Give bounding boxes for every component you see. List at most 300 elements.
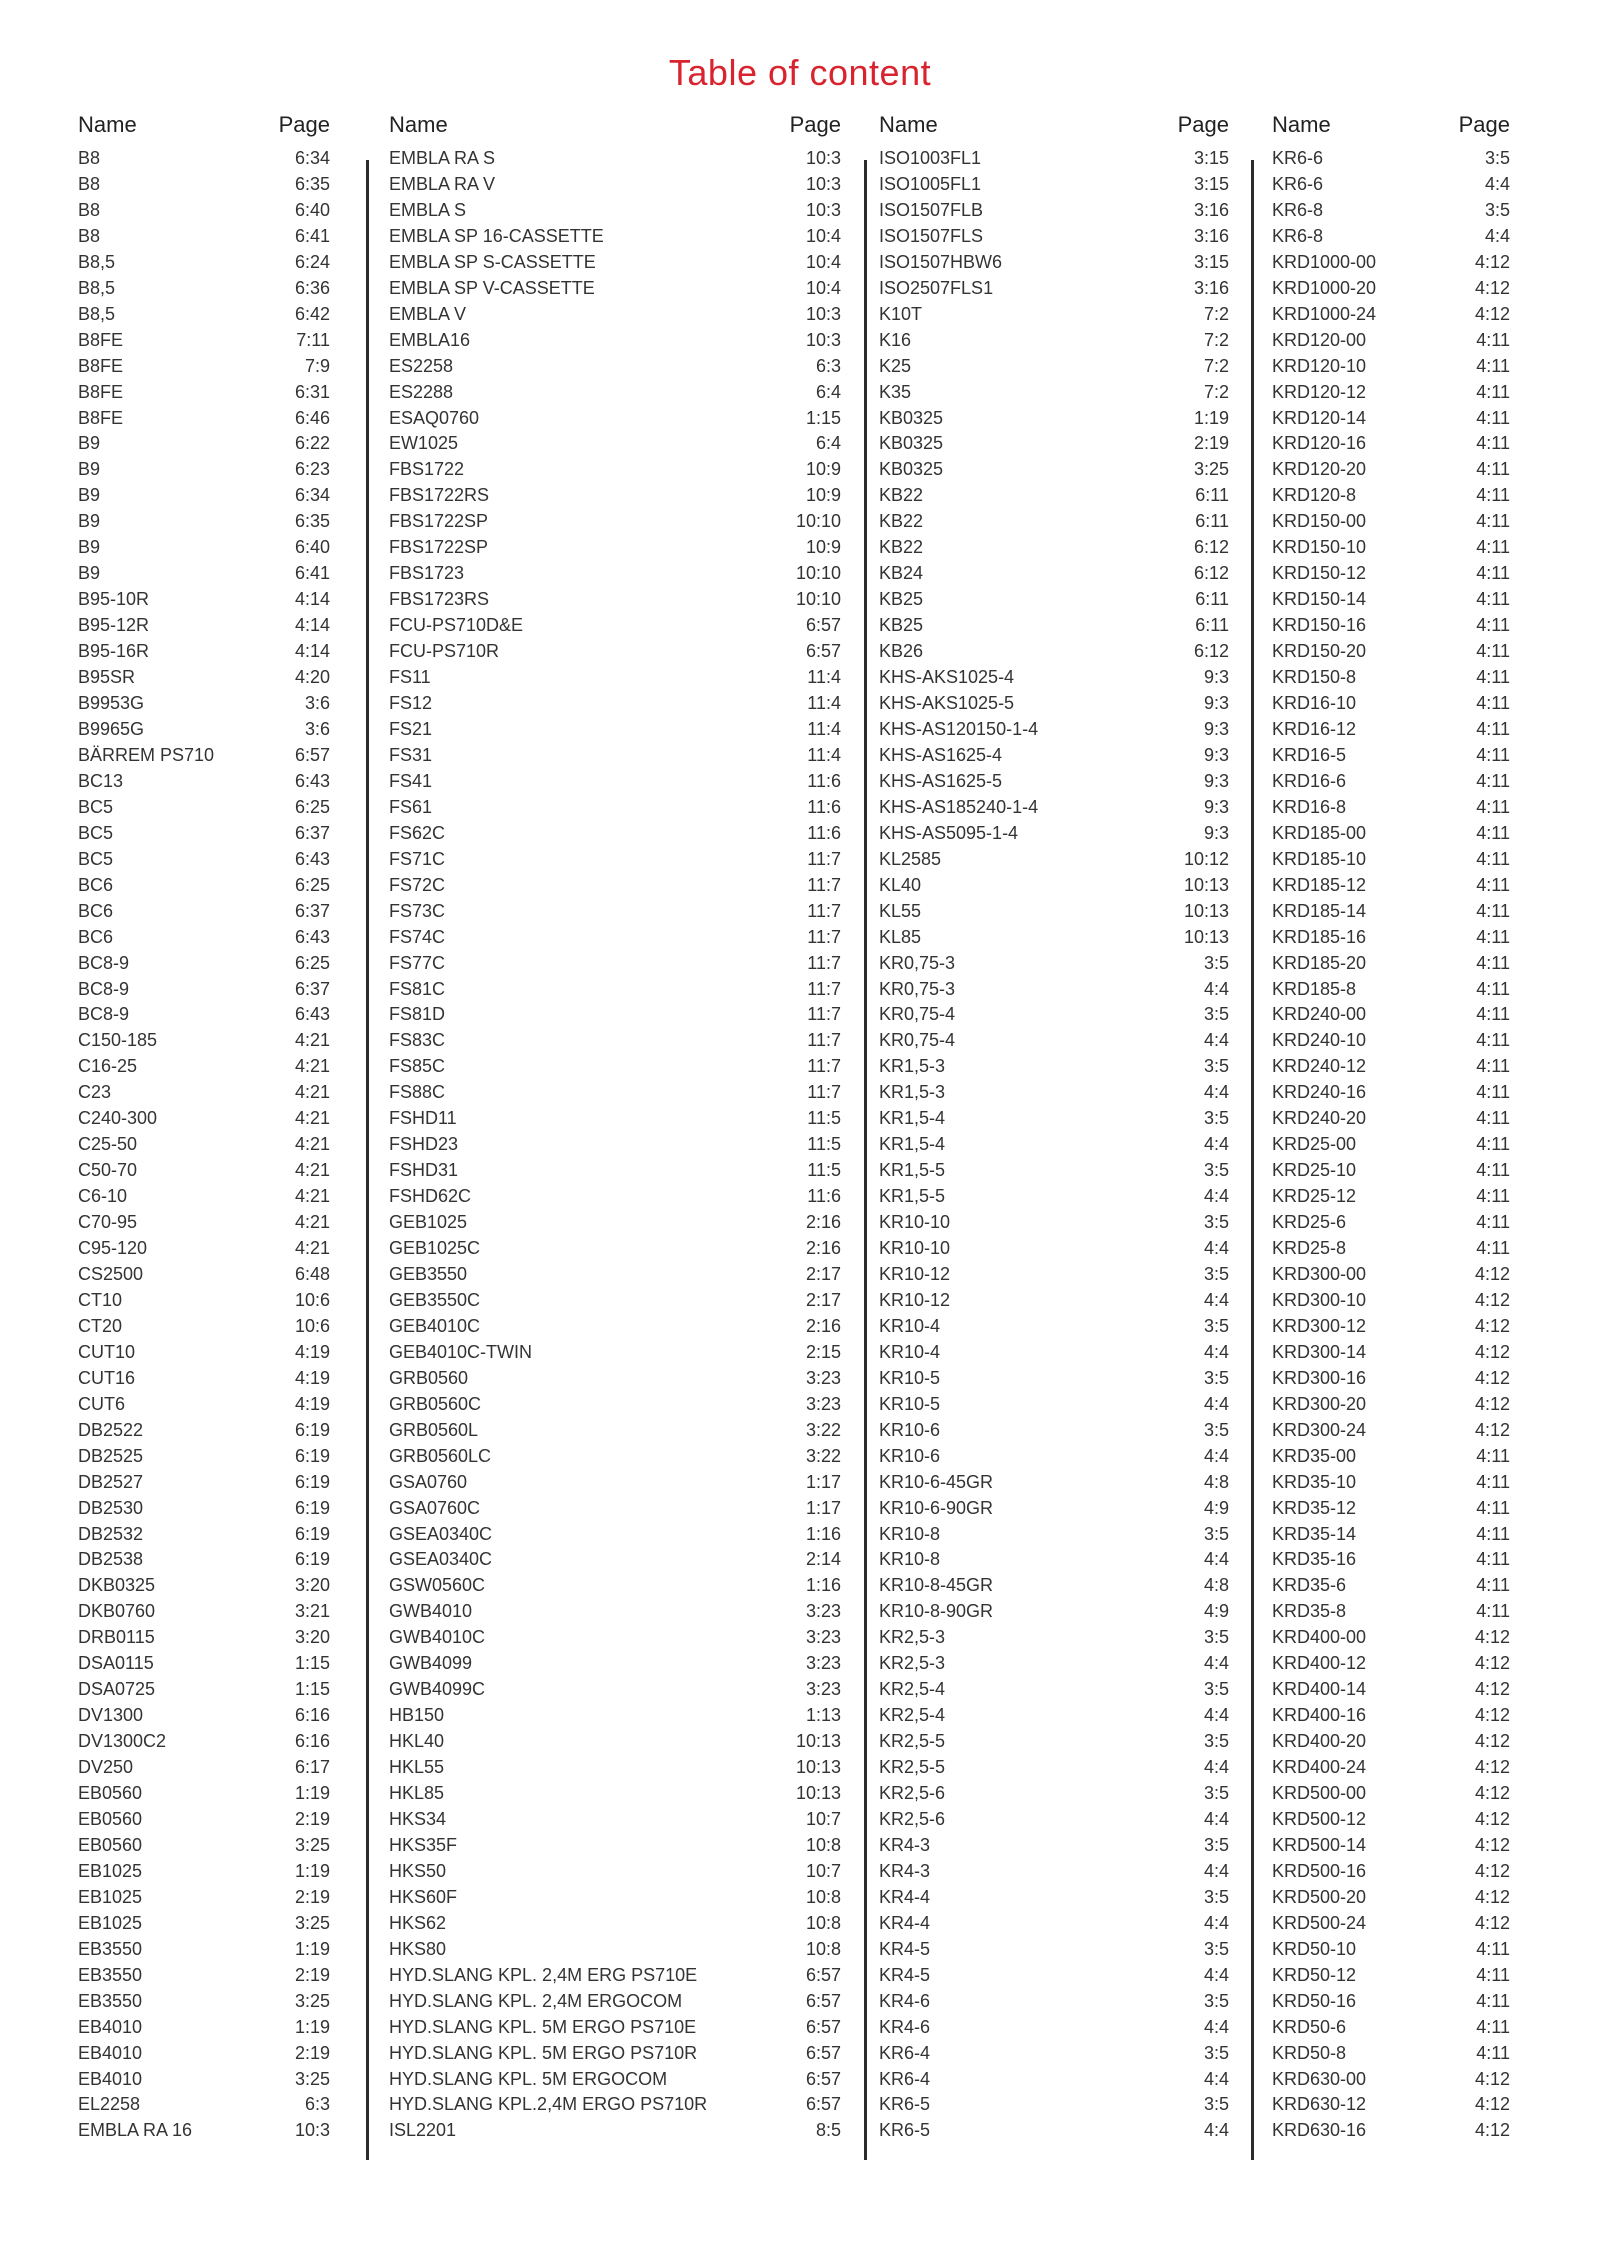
entry-page: 11:7 xyxy=(807,900,841,921)
entry-page: 10:6 xyxy=(294,1315,330,1336)
index-entry xyxy=(1272,1573,1510,1599)
entry-name: KR6-5 xyxy=(879,2120,931,2141)
index-entry xyxy=(78,2041,330,2067)
entry-page: 2:19 xyxy=(294,1964,330,1985)
entry-page: 4:9 xyxy=(1203,1601,1229,1622)
index-entry xyxy=(389,1314,841,1340)
entry-name: FS11 xyxy=(389,667,431,688)
entry-name: KR6-4 xyxy=(879,2068,931,2089)
index-entry xyxy=(78,1158,330,1184)
entry-page: 6:40 xyxy=(294,537,330,558)
index-entry xyxy=(879,1677,1229,1703)
index-entry xyxy=(78,1262,330,1288)
index-entry xyxy=(78,587,330,613)
entry-page: 4:12 xyxy=(1474,1263,1510,1284)
entry-page: 6:17 xyxy=(294,1757,330,1778)
entry-name: KRD120-00 xyxy=(1272,329,1367,350)
entry-page: 1:15 xyxy=(294,1653,330,1674)
index-entry xyxy=(78,535,330,561)
entry-name: KRD120-20 xyxy=(1272,459,1367,480)
index-entry xyxy=(1272,1989,1510,2015)
entry-name: BC8-9 xyxy=(78,978,130,999)
entry-name: KHS-AS1625-4 xyxy=(879,744,1003,765)
index-entry xyxy=(879,613,1229,639)
entry-page: 4:9 xyxy=(1203,1497,1229,1518)
index-entry xyxy=(1272,1729,1510,1755)
entry-name: KRD1000-20 xyxy=(1272,277,1377,298)
page-header: Page xyxy=(1177,112,1229,137)
entry-name: FS81C xyxy=(389,978,446,999)
index-entry xyxy=(1272,1158,1510,1184)
entry-page: 4:11 xyxy=(1476,900,1510,921)
entry-page: 3:5 xyxy=(1203,952,1229,973)
entry-name: KRD150-10 xyxy=(1272,537,1367,558)
entry-page: 3:15 xyxy=(1193,251,1229,272)
entry-page: 4:12 xyxy=(1474,1679,1510,1700)
entry-page: 4:11 xyxy=(1476,615,1510,636)
entry-page: 4:21 xyxy=(294,1186,330,1207)
entry-name: KR1,5-5 xyxy=(879,1186,946,1207)
index-entry xyxy=(1272,172,1510,198)
index-entry xyxy=(78,354,330,380)
index-entry xyxy=(1272,1106,1510,1132)
index-entry xyxy=(389,1729,841,1755)
entry-name: HYD.SLANG KPL.2,4M ERGO PS710R xyxy=(389,2094,708,2115)
entry-name: B9 xyxy=(78,433,101,454)
entry-page: 3:15 xyxy=(1193,173,1229,194)
index-entry xyxy=(1272,1054,1510,1080)
entry-page: 10:6 xyxy=(294,1289,330,1310)
entry-page: 6:19 xyxy=(294,1549,330,1570)
index-entry xyxy=(879,847,1229,873)
entry-name: KHS-AS1625-5 xyxy=(879,770,1003,791)
entry-page: 3:25 xyxy=(294,1834,330,1855)
index-entry xyxy=(879,1028,1229,1054)
entry-page: 3:20 xyxy=(294,1627,330,1648)
entry-name: FBS1722SP xyxy=(389,537,489,558)
entry-name: KR10-8-45GR xyxy=(879,1575,994,1596)
index-entry xyxy=(78,2015,330,2041)
entry-page: 3:22 xyxy=(805,1419,841,1440)
entry-page: 4:12 xyxy=(1474,1705,1510,1726)
entry-name: KR4-4 xyxy=(879,1912,931,1933)
index-entry xyxy=(879,2041,1229,2067)
entry-name: KRD25-00 xyxy=(1272,1134,1357,1155)
entry-page: 1:15 xyxy=(294,1679,330,1700)
entry-page: 4:12 xyxy=(1474,1653,1510,1674)
page-header: Page xyxy=(789,112,841,137)
entry-name: KR10-6 xyxy=(879,1445,941,1466)
entry-page: 6:35 xyxy=(294,173,330,194)
index-entry xyxy=(389,431,841,457)
entry-page: 4:11 xyxy=(1476,926,1510,947)
name-header: Name xyxy=(1272,112,1331,137)
entry-name: B9 xyxy=(78,485,101,506)
index-entry xyxy=(389,1677,841,1703)
entry-page: 4:11 xyxy=(1476,1082,1510,1103)
index-entry xyxy=(78,821,330,847)
entry-page: 4:11 xyxy=(1476,978,1510,999)
entry-name: DKB0325 xyxy=(78,1575,156,1596)
entry-page: 3:16 xyxy=(1193,225,1229,246)
entry-page: 6:19 xyxy=(294,1523,330,1544)
entry-page: 4:11 xyxy=(1476,381,1510,402)
index-entry xyxy=(1272,1184,1510,1210)
index-entry xyxy=(879,1158,1229,1184)
index-entry xyxy=(389,847,841,873)
entry-name: KR6-8 xyxy=(1272,199,1324,220)
entry-page: 4:4 xyxy=(1203,1860,1229,1881)
entry-name: GSW0560C xyxy=(389,1575,486,1596)
index-entry xyxy=(1272,1625,1510,1651)
entry-page: 4:4 xyxy=(1203,1289,1229,1310)
index-entry xyxy=(389,873,841,899)
entry-page: 6:12 xyxy=(1193,537,1229,558)
entry-page: 4:12 xyxy=(1474,251,1510,272)
entry-page: 11:4 xyxy=(807,718,841,739)
entry-page: 4:21 xyxy=(294,1108,330,1129)
index-entry xyxy=(879,951,1229,977)
index-entry xyxy=(1272,1522,1510,1548)
entry-page: 1:19 xyxy=(294,1938,330,1959)
entry-page: 4:21 xyxy=(294,1212,330,1233)
entry-name: KR6-8 xyxy=(1272,225,1324,246)
entry-name: FBS1722SP xyxy=(389,511,489,532)
entry-name: GEB3550 xyxy=(389,1263,468,1284)
entry-page: 4:11 xyxy=(1476,1108,1510,1129)
entry-name: KR4-5 xyxy=(879,1964,931,1985)
index-entry xyxy=(78,1106,330,1132)
entry-name: KRD185-14 xyxy=(1272,900,1367,921)
entry-name: DSA0115 xyxy=(78,1653,154,1674)
entry-page: 3:5 xyxy=(1203,1731,1229,1752)
index-entry xyxy=(1272,1132,1510,1158)
entry-page: 1:15 xyxy=(805,407,841,428)
entry-page: 2:19 xyxy=(294,1809,330,1829)
index-entry xyxy=(1272,146,1510,172)
column-divider xyxy=(366,160,369,2160)
entry-page: 6:57 xyxy=(805,1990,841,2011)
entry-page: 4:20 xyxy=(294,667,330,688)
entry-page: 6:24 xyxy=(294,251,330,272)
entry-page: 4:11 xyxy=(1476,744,1510,765)
index-entry xyxy=(1272,561,1510,587)
entry-name: ISO1507HBW6 xyxy=(879,251,1003,272)
entry-page: 10:10 xyxy=(795,563,841,584)
entry-name: KRD120-16 xyxy=(1272,433,1367,454)
entry-name: EW1025 xyxy=(389,433,459,454)
index-entry xyxy=(78,1496,330,1522)
entry-page: 6:19 xyxy=(294,1497,330,1518)
entry-name: CUT6 xyxy=(78,1393,126,1414)
entry-page: 6:48 xyxy=(294,1263,330,1284)
entry-name: FS73C xyxy=(389,900,446,921)
entry-name: ISO1507FLB xyxy=(879,199,984,220)
index-entry xyxy=(879,1392,1229,1418)
entry-name: HKL85 xyxy=(389,1783,445,1804)
entry-name: KR4-4 xyxy=(879,1886,931,1907)
entry-page: 6:12 xyxy=(1193,563,1229,584)
index-entry xyxy=(879,665,1229,691)
entry-page: 6:19 xyxy=(294,1445,330,1466)
index-entry xyxy=(78,613,330,639)
entry-page: 7:2 xyxy=(1203,355,1229,376)
entry-name: FBS1722 xyxy=(389,459,465,480)
entry-name: FSHD31 xyxy=(389,1160,459,1181)
entry-name: BC5 xyxy=(78,822,114,843)
entry-name: KRD120-10 xyxy=(1272,355,1367,376)
entry-name: B8,5 xyxy=(78,303,116,324)
entry-name: KR0,75-3 xyxy=(879,952,956,973)
entry-name: KRD50-10 xyxy=(1272,1938,1357,1959)
entry-name: KRD630-12 xyxy=(1272,2094,1367,2115)
entry-page: 4:19 xyxy=(294,1393,330,1414)
entry-name: HKS35F xyxy=(389,1834,458,1855)
entry-page: 9:3 xyxy=(1203,744,1229,765)
index-entry xyxy=(1272,431,1510,457)
index-entry xyxy=(389,925,841,951)
entry-page: 10:9 xyxy=(805,459,841,480)
entry-name: KRD120-12 xyxy=(1272,381,1367,402)
entry-page: 4:11 xyxy=(1476,1549,1510,1570)
entry-name: KRD240-10 xyxy=(1272,1030,1367,1051)
entry-page: 4:11 xyxy=(1476,2042,1510,2063)
index-entry xyxy=(879,1989,1229,2015)
index-entry xyxy=(879,977,1229,1003)
index-entry xyxy=(1272,639,1510,665)
entry-name: FS74C xyxy=(389,926,446,947)
entry-name: KR1,5-4 xyxy=(879,1108,946,1129)
entry-page: 6:11 xyxy=(1195,485,1229,506)
entry-name: EB4010 xyxy=(78,2016,143,2037)
entry-name: DB2527 xyxy=(78,1471,144,1492)
entry-name: BC6 xyxy=(78,926,114,947)
entry-name: KRD400-24 xyxy=(1272,1757,1367,1778)
index-entry xyxy=(879,1885,1229,1911)
entry-name: B9965G xyxy=(78,718,145,739)
entry-page: 4:11 xyxy=(1476,1938,1510,1959)
index-entry xyxy=(879,276,1229,302)
entry-name: FS81D xyxy=(389,1004,446,1025)
index-entry xyxy=(78,1729,330,1755)
index-entry xyxy=(1272,1366,1510,1392)
entry-name: BC8-9 xyxy=(78,952,130,973)
index-entry xyxy=(1272,769,1510,795)
index-entry xyxy=(879,587,1229,613)
entry-page: 3:5 xyxy=(1484,199,1510,220)
index-entry xyxy=(1272,1911,1510,1937)
index-entry xyxy=(389,457,841,483)
entry-page: 2:14 xyxy=(805,1549,841,1570)
entry-page: 4:11 xyxy=(1476,459,1510,480)
index-entry xyxy=(78,665,330,691)
index-entry xyxy=(78,1080,330,1106)
entry-page: 6:57 xyxy=(805,641,841,662)
index-entry xyxy=(1272,1677,1510,1703)
entry-name: B8 xyxy=(78,173,101,194)
index-entry xyxy=(389,1340,841,1366)
entry-page: 11:6 xyxy=(807,770,841,791)
entry-page: 10:7 xyxy=(805,1809,841,1829)
index-entry xyxy=(78,1444,330,1470)
index-entry xyxy=(1272,1703,1510,1729)
index-entry xyxy=(1272,224,1510,250)
index-entry xyxy=(78,873,330,899)
entry-page: 4:14 xyxy=(294,641,330,662)
entry-page: 4:11 xyxy=(1476,329,1510,350)
entry-page: 4:11 xyxy=(1476,952,1510,973)
index-entry xyxy=(1272,1236,1510,1262)
entry-page: 10:7 xyxy=(805,1860,841,1881)
entry-name: DB2530 xyxy=(78,1497,144,1518)
entry-page: 4:11 xyxy=(1476,1575,1510,1596)
index-entry xyxy=(389,1833,841,1859)
entry-name: CT10 xyxy=(78,1289,123,1310)
index-entry xyxy=(879,1755,1229,1781)
index-entry xyxy=(879,1054,1229,1080)
entry-page: 6:36 xyxy=(294,277,330,298)
entry-page: 6:37 xyxy=(294,900,330,921)
entry-name: ES2258 xyxy=(389,355,454,376)
entry-name: K25 xyxy=(879,355,912,376)
entry-name: B8FE xyxy=(78,381,124,402)
entry-page: 4:12 xyxy=(1474,2068,1510,2089)
entry-name: GSA0760 xyxy=(389,1471,468,1492)
index-entry xyxy=(1272,380,1510,406)
entry-page: 10:4 xyxy=(805,277,841,298)
entry-name: KRD35-8 xyxy=(1272,1601,1347,1622)
entry-name: C95-120 xyxy=(78,1238,148,1259)
entry-page: 6:16 xyxy=(294,1731,330,1752)
entry-name: EMBLA RA S xyxy=(389,148,496,168)
entry-page: 4:11 xyxy=(1476,1238,1510,1259)
entry-name: KR2,5-6 xyxy=(879,1783,946,1804)
entry-name: KR4-3 xyxy=(879,1860,931,1881)
entry-page: 3:25 xyxy=(1193,459,1229,480)
entry-page: 10:12 xyxy=(1183,848,1229,869)
entry-page: 4:11 xyxy=(1476,1186,1510,1207)
entry-name: KRD50-6 xyxy=(1272,2016,1347,2037)
entry-page: 4:11 xyxy=(1476,1134,1510,1155)
index-entry xyxy=(78,1547,330,1573)
entry-name: BC13 xyxy=(78,770,124,791)
index-entry xyxy=(879,483,1229,509)
entry-page: 3:5 xyxy=(1203,1679,1229,1700)
entry-name: KB22 xyxy=(879,485,924,506)
entry-page: 4:11 xyxy=(1476,822,1510,843)
index-entry xyxy=(389,1599,841,1625)
entry-name: GSA0760C xyxy=(389,1497,481,1518)
entry-name: HKS80 xyxy=(389,1938,447,1959)
entry-name: KR2,5-5 xyxy=(879,1731,946,1752)
entry-page: 3:5 xyxy=(1203,1367,1229,1388)
entry-page: 6:43 xyxy=(294,926,330,947)
entry-name: B9 xyxy=(78,563,101,584)
entry-page: 4:4 xyxy=(1203,1186,1229,1207)
entry-name: B9 xyxy=(78,511,101,532)
entry-page: 3:5 xyxy=(1203,1523,1229,1544)
entry-name: KRD400-12 xyxy=(1272,1653,1367,1674)
index-entry xyxy=(1272,1028,1510,1054)
index-entry xyxy=(389,1496,841,1522)
index-entry xyxy=(78,1418,330,1444)
index-entry xyxy=(78,1054,330,1080)
index-entry xyxy=(78,1392,330,1418)
entry-name: FCU-PS710D&E xyxy=(389,615,524,636)
entry-page: 3:23 xyxy=(805,1653,841,1674)
entry-page: 3:22 xyxy=(805,1445,841,1466)
entry-name: KRD16-10 xyxy=(1272,693,1357,714)
index-entry xyxy=(389,899,841,925)
index-entry xyxy=(879,1080,1229,1106)
index-entry xyxy=(389,1184,841,1210)
index-entry xyxy=(879,354,1229,380)
index-entry xyxy=(389,1002,841,1028)
entry-page: 4:12 xyxy=(1474,1367,1510,1388)
entry-page: 11:5 xyxy=(807,1108,841,1129)
entry-name: GWB4099 xyxy=(389,1653,473,1674)
entry-page: 4:4 xyxy=(1203,1705,1229,1726)
entry-name: HKS60F xyxy=(389,1886,458,1907)
index-entry xyxy=(1272,276,1510,302)
entry-name: FSHD23 xyxy=(389,1134,459,1155)
entry-page: 4:11 xyxy=(1476,1990,1510,2011)
entry-page: 4:12 xyxy=(1474,1731,1510,1752)
index-entry xyxy=(879,406,1229,432)
entry-name: CT20 xyxy=(78,1315,123,1336)
entry-page: 4:8 xyxy=(1203,1575,1229,1596)
index-entry xyxy=(389,1392,841,1418)
entry-page: 3:15 xyxy=(1193,148,1229,168)
entry-name: B8FE xyxy=(78,407,124,428)
index-entry xyxy=(78,1599,330,1625)
index-entry xyxy=(879,795,1229,821)
index-entry xyxy=(1272,1859,1510,1885)
index-entry xyxy=(389,1444,841,1470)
index-entry xyxy=(1272,613,1510,639)
entry-name: KRD240-12 xyxy=(1272,1056,1367,1077)
index-entry xyxy=(389,1288,841,1314)
index-entry xyxy=(1272,328,1510,354)
entry-name: KHS-AS120150-1-4 xyxy=(879,718,1039,739)
index-entry xyxy=(389,1418,841,1444)
entry-name: KRD16-8 xyxy=(1272,796,1347,817)
entry-name: BC8-9 xyxy=(78,1004,130,1025)
entry-name: EB0560 xyxy=(78,1809,143,1829)
entry-name: KR2,5-6 xyxy=(879,1809,946,1829)
index-entry xyxy=(1272,1314,1510,1340)
entry-page: 4:12 xyxy=(1474,1783,1510,1804)
entry-page: 6:34 xyxy=(294,485,330,506)
entry-name: DV1300 xyxy=(78,1705,144,1726)
entry-page: 2:16 xyxy=(805,1315,841,1336)
entry-page: 4:11 xyxy=(1476,355,1510,376)
entry-name: KRD500-12 xyxy=(1272,1809,1367,1829)
index-entry xyxy=(1272,483,1510,509)
entry-page: 6:46 xyxy=(294,407,330,428)
index-entry xyxy=(879,146,1229,172)
entry-page: 9:3 xyxy=(1203,693,1229,714)
entry-name: GWB4099C xyxy=(389,1679,486,1700)
entry-name: KR4-6 xyxy=(879,2016,931,2037)
index-entry xyxy=(879,1288,1229,1314)
entry-name: KRD25-12 xyxy=(1272,1186,1357,1207)
entry-name: EMBLA SP V-CASSETTE xyxy=(389,277,595,298)
entry-name: KRD35-00 xyxy=(1272,1445,1357,1466)
entry-page: 3:23 xyxy=(805,1393,841,1414)
entry-page: 4:11 xyxy=(1476,1212,1510,1233)
entry-page: 4:11 xyxy=(1476,589,1510,610)
